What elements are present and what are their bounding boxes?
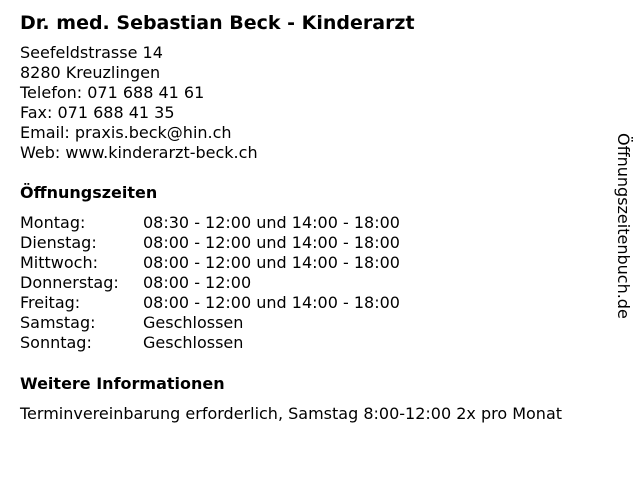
hours-row	[20, 333, 400, 353]
city: 8280 Kreuzlingen	[20, 63, 161, 82]
email: Email: praxis.beck@hin.ch	[20, 123, 232, 142]
fax: Fax: 071 688 41 35	[20, 103, 175, 122]
time-value: 08:00 - 12:00 und 14:00 - 18:00	[143, 253, 400, 272]
page-title: Dr. med. Sebastian Beck - Kinderarzt	[20, 12, 415, 34]
day-label: Montag:	[20, 213, 86, 232]
info-text: Terminvereinbarung erforderlich, Samstag 8:00-12:00 2x pro Monat	[20, 404, 563, 423]
day-label: Sonntag:	[20, 333, 92, 352]
site-watermark-label: Öffnungszeitenbuch.de	[614, 133, 633, 319]
hours-row	[20, 273, 400, 293]
hours-row	[20, 213, 400, 233]
info-heading: Weitere Informationen	[20, 374, 225, 393]
hours-row	[20, 313, 400, 333]
hours-row	[20, 293, 400, 313]
day-label: Freitag:	[20, 293, 81, 312]
time-value: 08:00 - 12:00 und 14:00 - 18:00	[143, 293, 400, 312]
time-value: 08:00 - 12:00	[143, 273, 252, 292]
hours-heading: Öffnungszeiten	[20, 183, 158, 202]
time-value: 08:30 - 12:00 und 14:00 - 18:00	[143, 213, 400, 232]
time-value: Geschlossen	[143, 333, 244, 352]
address-block	[20, 43, 258, 163]
street: Seefeldstrasse 14	[20, 43, 163, 62]
day-label: Samstag:	[20, 313, 96, 332]
day-label: Donnerstag:	[20, 273, 119, 292]
day-label: Dienstag:	[20, 233, 97, 252]
time-value: 08:00 - 12:00 und 14:00 - 18:00	[143, 233, 400, 252]
opening-hours-table	[20, 213, 400, 353]
phone: Telefon: 071 688 41 61	[20, 83, 205, 102]
website: Web: www.kinderarzt-beck.ch	[20, 143, 258, 162]
hours-row	[20, 253, 400, 273]
day-label: Mittwoch:	[20, 253, 98, 272]
time-value: Geschlossen	[143, 313, 244, 332]
hours-row	[20, 233, 400, 253]
